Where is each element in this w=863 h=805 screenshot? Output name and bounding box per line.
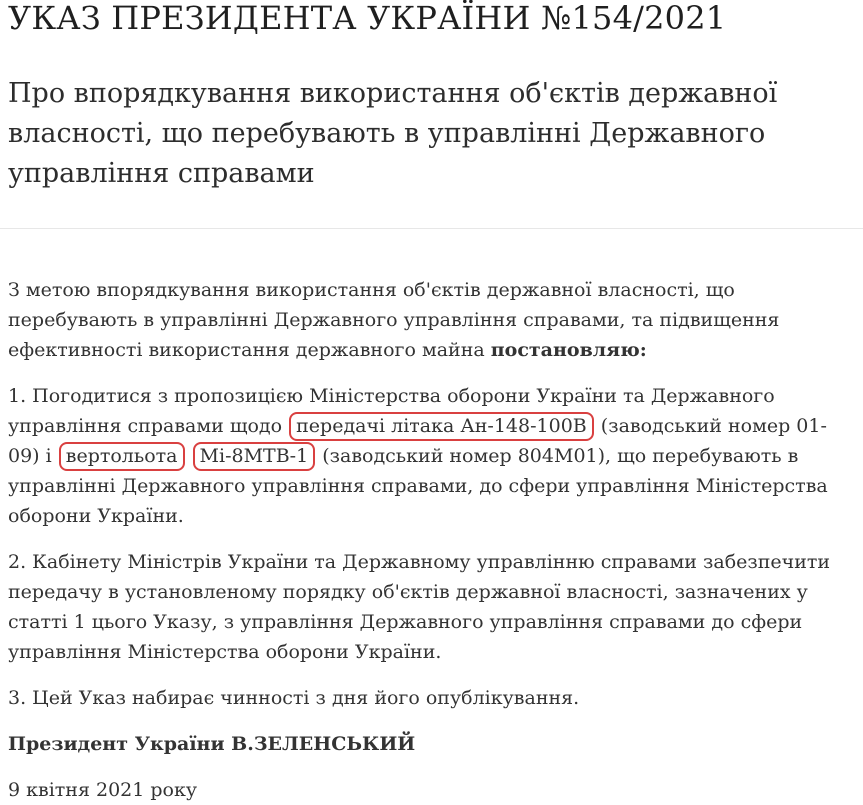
page-title: УКАЗ ПРЕЗИДЕНТА УКРАЇНИ №154/2021	[8, 0, 727, 37]
article-2-paragraph	[8, 547, 849, 667]
article-1-paragraph	[8, 381, 849, 531]
decree-body	[8, 275, 849, 805]
text-segment: 9 квітня 2021 року	[8, 779, 198, 801]
date-line	[8, 775, 849, 805]
text-segment	[186, 445, 192, 467]
preamble-paragraph	[8, 275, 849, 365]
section-divider	[0, 228, 863, 229]
text-segment: 1. Погодитися з пропозицією Міністерства оборони України та Державного управління справами щодо	[8, 385, 775, 437]
text-segment: 3. Цей Указ набирає чинності з дня його опублікування.	[8, 687, 580, 709]
red-highlight-box: Мі-8МТВ-1	[193, 442, 316, 471]
red-highlight-box: вертольота	[59, 442, 185, 471]
text-segment: постановляю:	[490, 339, 647, 361]
text-segment: Президент України В.ЗЕЛЕНСЬКИЙ	[8, 733, 416, 755]
red-highlight-box: передачі літака Ан-148-100В	[289, 412, 594, 441]
page-subtitle: Про впорядкування використання об'єктів державної власності, що перебувають в управлінні Державного управління справами	[8, 78, 778, 189]
text-segment: З метою впорядкування використання об'єктів державної власності, що перебувають в управлінні Державного управління справами, та підвищення ефективності використання державного майна	[8, 279, 780, 361]
signature-line	[8, 729, 849, 759]
text-segment: 2. Кабінету Міністрів України та Державному управлінню справами забезпечити передачу в установленому порядку об'єктів державної власності, зазначених у статті 1 цього Указу, з управління Державного управління справами до сфери управління Міністерства оборони України.	[8, 551, 831, 663]
text-segment: (заводський номер 01-09) і	[8, 415, 827, 467]
article-3-paragraph	[8, 683, 849, 713]
text-segment: (заводський номер 804М01), що перебувають в управлінні Державного управління справами, до сфери управління Міністерства оборони України.	[8, 445, 828, 527]
